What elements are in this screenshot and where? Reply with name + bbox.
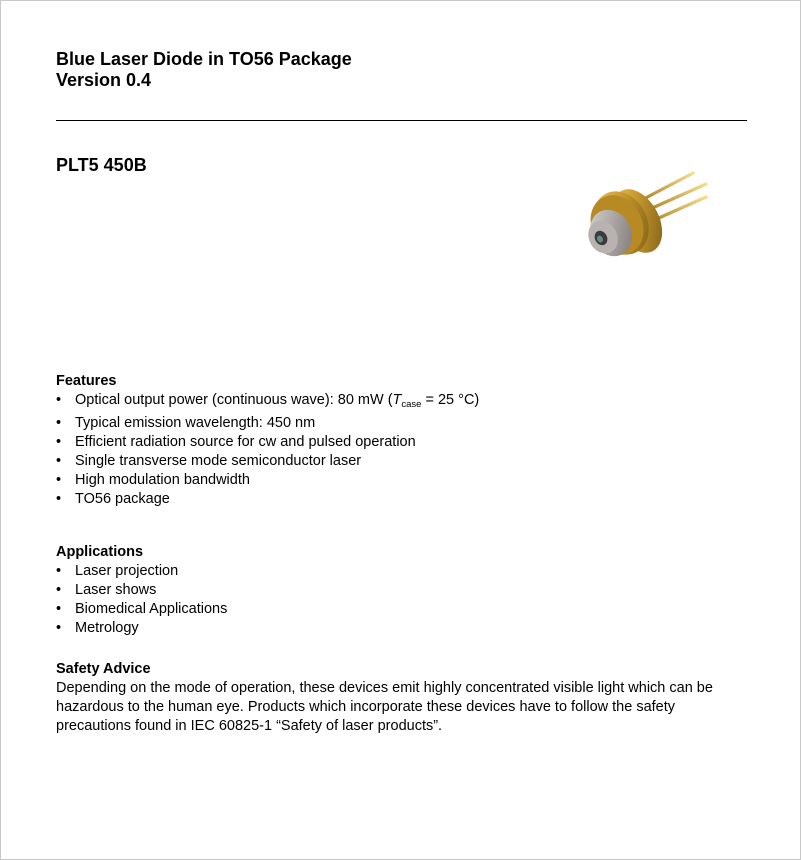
feature-text: TO56 package	[75, 491, 170, 507]
applications-list	[56, 562, 227, 638]
applications-section	[56, 543, 227, 638]
bullet: •	[56, 491, 62, 507]
list-item	[56, 452, 479, 471]
application-text: Metrology	[75, 620, 139, 636]
safety-section	[56, 660, 756, 736]
list-item	[56, 433, 479, 452]
list-item	[56, 562, 227, 581]
document-version: Version 0.4	[56, 70, 152, 90]
list-item	[56, 391, 479, 414]
safety-heading: Safety Advice	[56, 661, 151, 677]
document-title	[56, 49, 352, 91]
features-list	[56, 391, 479, 509]
feature-text: Single transverse mode semiconductor laser	[75, 453, 362, 469]
list-item	[56, 471, 479, 490]
bullet: •	[56, 620, 62, 636]
list-item	[56, 490, 479, 509]
bullet: •	[56, 563, 62, 579]
feature-text-suffix: = 25 °C)	[421, 392, 480, 408]
feature-text: Optical output power (continuous wave): 80 mW (	[75, 392, 393, 408]
bullet: •	[56, 582, 62, 598]
safety-text-line: Depending on the mode of operation, these devices emit highly concentrated visible light which can be	[56, 680, 713, 696]
application-text: Laser projection	[75, 563, 179, 579]
safety-text-line: hazardous to the human eye. Products which incorporate these devices have to follow the safety	[56, 699, 676, 715]
tcase-subscript: case	[401, 399, 422, 410]
product-name: PLT5 450B	[56, 155, 147, 175]
features-section	[56, 372, 479, 509]
bullet: •	[56, 415, 62, 431]
application-text: Laser shows	[75, 582, 157, 598]
list-item	[56, 414, 479, 433]
features-heading: Features	[56, 373, 117, 389]
list-item	[56, 619, 227, 638]
bullet: •	[56, 472, 62, 488]
bullet: •	[56, 453, 62, 469]
horizontal-rule	[56, 120, 747, 121]
bullet: •	[56, 392, 62, 408]
tcase-symbol: T	[392, 392, 402, 408]
applications-heading: Applications	[56, 544, 144, 560]
laser-diode-product-icon	[551, 163, 751, 273]
feature-text: Efficient radiation source for cw and pulsed operation	[75, 434, 416, 450]
feature-text: Typical emission wavelength: 450 nm	[75, 415, 316, 431]
safety-text-line: precautions found in IEC 60825-1 “Safety of laser products”.	[56, 718, 443, 734]
application-text: Biomedical Applications	[75, 601, 228, 617]
document-title-line: Blue Laser Diode in TO56 Package	[56, 49, 352, 69]
feature-text: High modulation bandwidth	[75, 472, 250, 488]
bullet: •	[56, 434, 62, 450]
list-item	[56, 581, 227, 600]
list-item	[56, 600, 227, 619]
bullet: •	[56, 601, 62, 617]
